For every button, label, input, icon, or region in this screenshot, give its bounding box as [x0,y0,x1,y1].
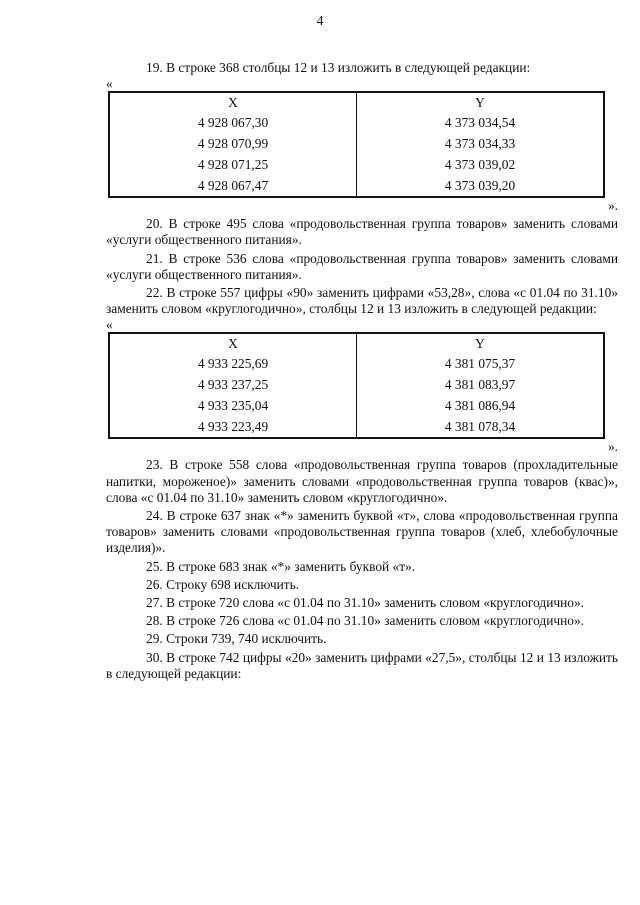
item-24: 24. В строке 637 знак «*» заменить буквой «т», слова «продовольственная группа товаров» заменить словами «продовольственная группа товаров (хлеб, хлебобулочные изделия)». [106,508,618,556]
quote-open-2: « [106,317,113,333]
cell-y: 4 373 039,20 [444,178,516,194]
item-29: 29. Строки 739, 740 исключить. [146,631,327,647]
table-row [109,133,604,154]
page-number: 4 [316,14,324,29]
item-27: 27. В строке 720 слова «с 01.04 по 31.10» заменить словом «круглогодично». [146,595,585,611]
table-row [109,175,604,197]
cell-y: 4 373 034,33 [444,136,516,152]
column-header-y: Y [475,95,485,111]
table-row [109,353,604,374]
coordinates-table-1 [108,91,605,198]
item-23: 23. В строке 558 слова «продовольственная группа товаров (прохладительные напитки, мороженое)» заменить словами «продовольственная группа товаров (квас)», слова «с 01.04 по 31.10» заменить словом «круглогодично». [106,457,618,505]
item-20: 20. В строке 495 слова «продовольственная группа товаров» заменить словами «услуги общественного питания». [106,216,618,248]
coordinates-table-2 [108,332,605,439]
cell-x: 4 933 237,25 [109,374,357,395]
cell-x: 4 933 225,69 [109,353,357,374]
table-row [109,112,604,133]
column-header-x: X [109,92,357,112]
table-header-row [109,92,604,112]
cell-y: 4 373 039,02 [444,157,516,173]
item-21: 21. В строке 536 слова «продовольственная группа товаров» заменить словами «услуги общественного питания». [106,250,618,282]
table-row [109,395,604,416]
item-26: 26. Строку 698 исключить. [146,576,300,592]
cell-y: 4 381 083,97 [444,377,516,393]
quote-close-1: ». [607,198,618,214]
cell-y: 4 381 078,34 [444,419,516,435]
column-header-x: X [109,333,357,353]
table-row [109,154,604,175]
item-19: 19. В строке 368 столбцы 12 и 13 изложить в следующей редакции: [146,60,531,75]
quote-close-2: ». [607,439,618,455]
quote-open-1: « [106,76,113,92]
table-row [109,374,604,395]
table-header-row [109,333,604,353]
item-28: 28. В строке 726 слова «с 01.04 по 31.10» заменить словом «круглогодично». [146,613,585,629]
item-25: 25. В строке 683 знак «*» заменить буквой «т». [146,558,416,574]
column-header-y: Y [475,336,485,352]
cell-x: 4 933 223,49 [109,416,357,438]
item-30: 30. В строке 742 цифры «20» заменить цифрами «27,5», столбцы 12 и 13 изложить в следующей редакции: [106,649,618,681]
cell-y: 4 381 086,94 [444,398,516,414]
cell-y: 4 373 034,54 [444,115,516,131]
cell-x: 4 928 067,47 [109,175,357,197]
cell-x: 4 928 067,30 [109,112,357,133]
cell-x: 4 928 071,25 [109,154,357,175]
item-22: 22. В строке 557 цифры «90» заменить цифрами «53,28», слова «с 01.04 по 31.10» заменить словом «круглогодично», столбцы 12 и 13 изложить в следующей редакции: [106,285,618,317]
cell-x: 4 928 070,99 [109,133,357,154]
cell-y: 4 381 075,37 [444,356,516,372]
cell-x: 4 933 235,04 [109,395,357,416]
table-row [109,416,604,438]
document-body [106,60,618,682]
